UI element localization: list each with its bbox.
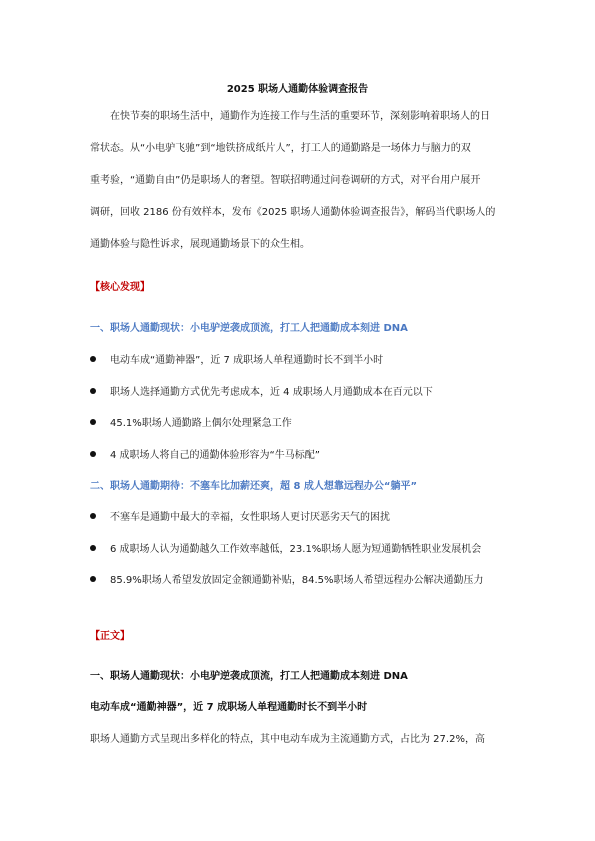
body-label: 【正文】: [90, 631, 130, 642]
bullet-text: 职场人选择通勤方式优先考虑成本，近 4 成职场人月通勤成本在百元以下: [110, 387, 433, 398]
bullet-text: 45.1%职场人通勤路上偶尔处理紧急工作: [110, 418, 292, 429]
intro-line: 常状态。从“小电驴飞驰”到“地铁挤成纸片人”，打工人的通勤路是一场体力与脑力的双: [90, 143, 471, 154]
report-title: 2025 职场人通勤体验调查报告: [226, 84, 369, 95]
section2-bullet: [90, 571, 510, 586]
section2-bullet: [90, 540, 510, 555]
section1-bullet: [90, 383, 510, 398]
bullet-text: 4 成职场人将自己的通勤体验形容为“牛马标配”: [110, 450, 320, 461]
intro-line: 重考验，“通勤自由”仍是职场人的奢望。智联招聘通过问卷调研的方式，对平台用户展开: [90, 175, 481, 186]
section2-title: 二、职场人通勤期待：不塞车比加薪还爽，超 8 成人想靠远程办公“躺平”: [90, 481, 418, 492]
body-subheading: 电动车成“通勤神器”，近 7 成职场人单程通勤时长不到半小时: [90, 702, 368, 713]
section1-bullet: [90, 446, 510, 461]
bullet-text: 电动车成“通勤神器”，近 7 成职场人单程通勤时长不到半小时: [110, 355, 384, 366]
bullet-icon: [90, 451, 96, 457]
intro-line: 在快节奏的职场生活中，通勤作为连接工作与生活的重要环节，深刻影响着职场人的日: [110, 111, 490, 122]
intro-line: 调研，回收 2186 份有效样本，发布《2025 职场人通勤体验调查报告》，解码当代职场人的: [90, 207, 496, 218]
bullet-icon: [90, 576, 96, 582]
intro-line: 通勤体验与隐性诉求，展现通勤场景下的众生相。: [90, 239, 310, 250]
body-paragraph: 职场人通勤方式呈现出多样化的特点，其中电动车成为主流通勤方式，占比为 27.2%，高: [90, 734, 485, 745]
section1-bullet: [90, 351, 510, 366]
core-findings-label: 【核心发现】: [90, 282, 150, 293]
bullet-icon: [90, 419, 96, 425]
bullet-text: 不塞车是通勤中最大的幸福，女性职场人更讨厌恶劣天气的困扰: [110, 512, 390, 523]
bullet-icon: [90, 388, 96, 394]
bullet-icon: [90, 356, 96, 362]
body-section1-title: 一、职场人通勤现状：小电驴逆袭成顶流，打工人把通勤成本刻进 DNA: [90, 671, 408, 682]
bullet-icon: [90, 513, 96, 519]
intro-paragraph: [90, 106, 510, 266]
section1-title: 一、职场人通勤现状：小电驴逆袭成顶流，打工人把通勤成本刻进 DNA: [90, 323, 408, 334]
bullet-text: 6 成职场人认为通勤越久工作效率越低，23.1%职场人愿为短通勤牺牲职业发展机会: [110, 544, 482, 555]
section1-bullet: [90, 414, 510, 429]
section2-bullet: [90, 508, 510, 523]
bullet-text: 85.9%职场人希望发放固定金额通勤补贴，84.5%职场人希望远程办公解决通勤压力: [110, 575, 484, 586]
bullet-icon: [90, 545, 96, 551]
